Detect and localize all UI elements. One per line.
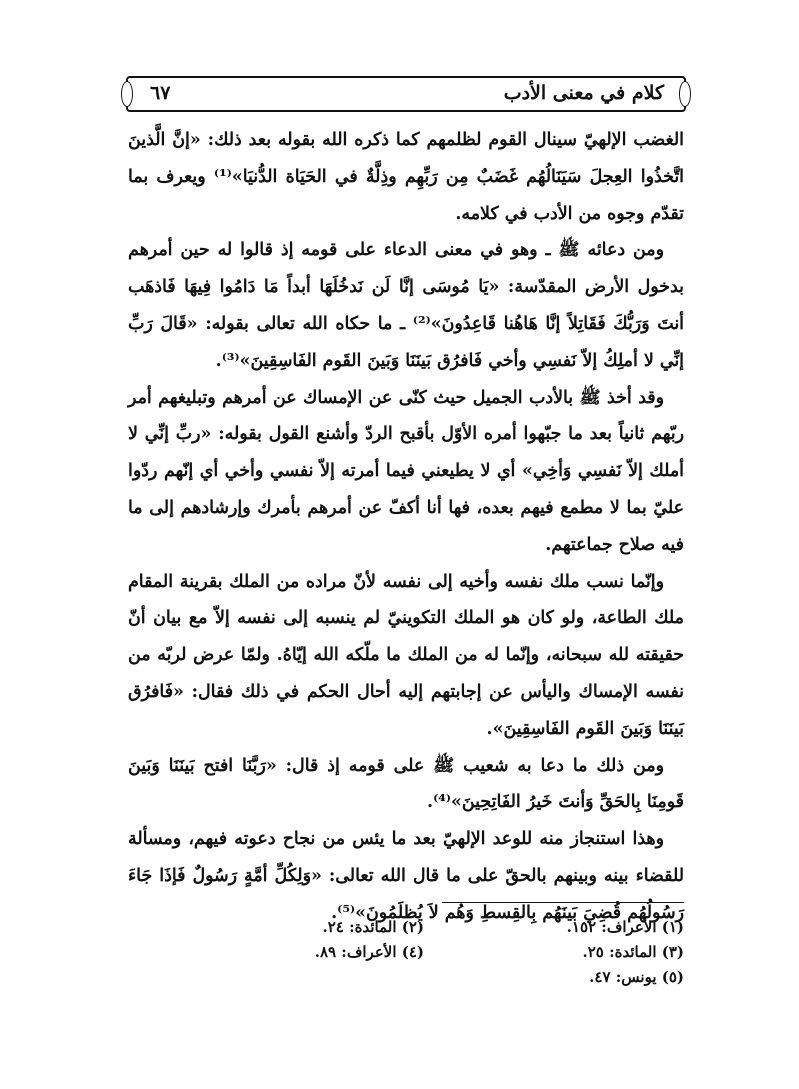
footnote-divider: [442, 902, 684, 903]
paragraph: وإنّما نسب ملك نفسه وأخيه إلى نفسه لأنّ مراده من الملك بقرينة المقام ملك الطاعة، ولو كان هو الملك التكوينيّ لم ينسبه إلى نفسه إلاّ مع بيان أنّ حقيقته لله سبحانه، وإنّما له من الملك ما ملّكه الله إيّاهُ. ولمّا عرض لربّه من نفسه الإمساك واليأس عن إجابتهم إليه أحال الحكم في ذلك فقال: «فَافرُق بَينَنَا وَبَينَ القَوم الفَاسِقِينَ».: [128, 571, 684, 739]
page-number: ٦٧: [150, 82, 171, 104]
footnote: (٣) المائدة: ٢٥.: [582, 942, 684, 961]
header-title: كلام في معنى الأدب: [503, 82, 664, 104]
footnote: (٤) الأعراف: ٨٩.: [314, 942, 424, 961]
paragraph: الغضب الإلهيّ سينال القوم لظلمهم كما ذكره الله بقوله بعد ذلك: «إنَّ الَّذينَ اتَّخذُوا العِجلَ سَيَنَالُهُم غَضَبٌ مِن رَبِّهِم وذِلَّةٌ في الحَيَاة الدُّنيَا»⁽¹⁾ ويعرف بما تقدّم وجوه من الأدب في كلامه.: [128, 130, 684, 224]
footnote: (٢) المائدة: ٢٤.: [322, 917, 424, 936]
paragraph: ومن ذلك ما دعا به شعيب ﷺ على قومه إذ قال: «رَبَّنَا افتح بَينَنَا وَبَينَ قَومِنَا بِالحَقِّ وَأنتَ خَيرُ الفَاتِحِينَ»⁽⁴⁾.: [128, 755, 684, 813]
footnote-row: [128, 964, 684, 989]
footnote: (١) الأعراف: ١٥٢.: [566, 917, 684, 936]
footnotes: [128, 914, 684, 989]
running-header: [126, 76, 686, 112]
footnote: (٥) يونس: ٤٧.: [589, 967, 684, 986]
footnote-row: [128, 914, 684, 939]
body-text: [128, 122, 684, 932]
paragraph: ومن دعائه ﷺ ـ وهو في معنى الدعاء على قومه إذ قالوا له حين أمرهم بدخول الأرض المقدّسة: «يَا مُوسَى إنَّا لَن نَدخُلَهَا أبداً مَا دَامُوا فِيهَا فَاذهَب أنتَ وَرَبُّكَ فَقَاتِلاً إنَّا هَاهُنا قَاعِدُونَ»⁽²⁾ ـ ما حكاه الله تعالى بقوله: «قَالَ رَبِّ إنِّي لا أملِكُ إلاّ نَفسِي وأخي فَافرُق بَينَنَا وَبَينَ القَوم الفَاسِقِينَ»⁽³⁾.: [128, 240, 684, 371]
footnote-row: [128, 939, 684, 964]
paragraph: وهذا استنجاز منه للوعد الإلهيّ بعد ما يئس من نجاح دعوته فيهم، ومسألة للقضاء بينه وبينهم بالحقّ على ما قال الله تعالى: «وَلِكُلِّ أمَّةٍ رَسُولٌ فَإذَا جَاءَ رَسُولُهُم قُضِيَ بَينَهُم بِالقِسطِ وَهُم لاَ يُظلَمُونَ»⁽⁵⁾.: [128, 829, 684, 923]
paragraph: وقد أخذ ﷺ بالأدب الجميل حيث كنّى عن الإمساك عن أمرهم وتبليغهم أمر ربّهم ثانياً بعد ما جبّهوا أمره الأوّل بأقبح الردّ وأشنع القول بقوله: «ربِّ إنِّي لا أملك إلاّ نَفسِي وَأخِي» أي لا يطيعني فيما أمرته إلاّ نفسي وأخي أي إنّهم ردّوا عليّ بما لا مطمع فيهم بعده، فها أنا أكفّ عن أمرهم بأمرك وإرشادهم إلى ما فيه صلاح جماعتهم.: [128, 387, 684, 555]
